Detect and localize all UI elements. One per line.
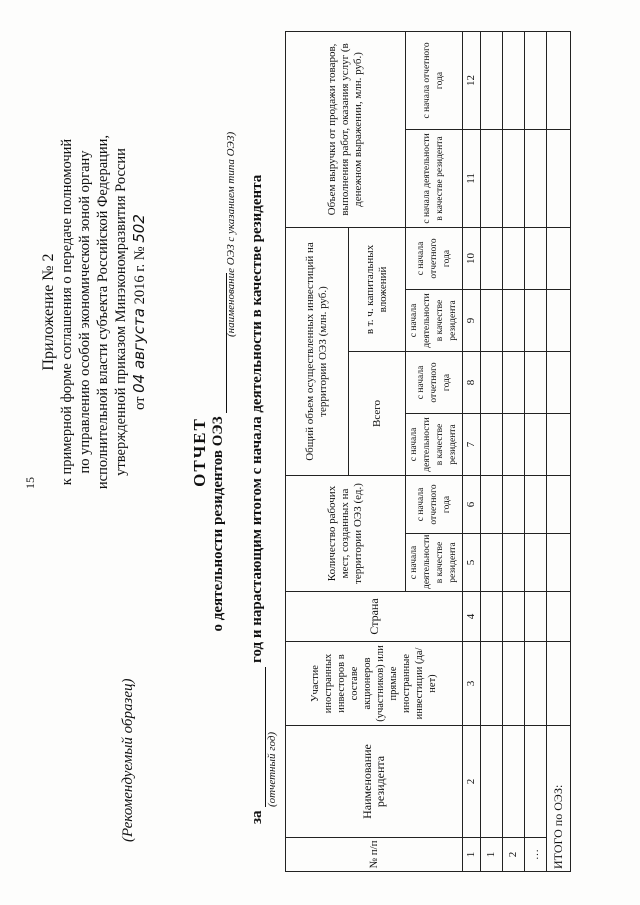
appendix-line-3: по управлению особой экономической зоной органу <box>77 150 93 474</box>
col-header-jobs: Количество рабочих мест, созданных на территории ОЭЗ (ед.) <box>286 475 406 591</box>
report-subtitle: о деятельности резидентов ОЭЗ <box>210 22 227 882</box>
page-number: 15 <box>23 477 37 489</box>
sub-header-8: с начала отчетного года <box>406 351 463 413</box>
sub-header-6: с начала отчетного года <box>406 475 463 533</box>
report-title: ОТЧЕТ <box>190 417 209 487</box>
report-heading <box>190 22 227 882</box>
row-number: … <box>525 838 547 872</box>
report-table <box>285 31 571 872</box>
oez-note: (наименование ОЭЗ с указанием типа ОЭЗ) <box>225 131 237 337</box>
table-row <box>481 31 503 871</box>
col-header-invest: Общий объем осуществленных инвестиций на территории ОЭЗ (млн. руб.) <box>286 227 349 475</box>
appendix-date-line <box>130 32 149 592</box>
col-header-invest-total: Всего <box>349 351 406 475</box>
row-number: 2 <box>503 838 525 872</box>
col-header-name: Наименование резидента <box>286 726 463 838</box>
appendix-line-4: исполнительной власти субъекта Российской Федерации, <box>95 134 111 490</box>
header-row-1 <box>286 31 349 871</box>
col-number: 7 <box>463 413 481 475</box>
col-header-invest-capital: в т. ч. капитальных вложений <box>349 227 406 351</box>
col-header-num: № п/п <box>286 838 463 872</box>
period-blank-line <box>251 667 266 807</box>
col-header-revenue: Объем выручки от продажи товаров, выполнения работ, оказания услуг (в денежном выражении, млн. руб.) <box>286 31 406 227</box>
col-number: 4 <box>463 592 481 642</box>
appendix-line-5: утвержденной приказом Минэкономразвития России <box>113 148 129 476</box>
appendix-block <box>40 32 149 592</box>
period-note: (отчетный год) <box>266 731 278 807</box>
recommended-sample-label: (Рекомендуемый образец) <box>120 678 136 842</box>
sub-header-10: с начала отчетного года <box>406 227 463 289</box>
col-number: 8 <box>463 351 481 413</box>
appendix-line-1: Приложение № 2 <box>40 253 57 371</box>
table-row <box>503 31 525 871</box>
col-number: 10 <box>463 227 481 289</box>
total-label: ИТОГО по ОЭЗ: <box>547 726 571 872</box>
col-header-country: Страна <box>286 592 463 642</box>
date-prefix: от <box>132 396 148 410</box>
col-number: 9 <box>463 289 481 351</box>
handwritten-number: 502 <box>130 214 148 243</box>
row-number: 1 <box>481 838 503 872</box>
table-row <box>525 31 547 871</box>
sub-header-7: с начала деятельности в качестве резидента <box>406 413 463 475</box>
column-number-row <box>463 31 481 871</box>
col-number: 6 <box>463 475 481 533</box>
sub-header-5: с начала деятельности в качестве резидента <box>406 534 463 592</box>
sub-header-12: с начала отчетного года <box>406 31 463 129</box>
col-number: 3 <box>463 642 481 726</box>
col-header-foreign: Участие иностранных инвесторов в составе акционеров (участников) или прямые иностранные инвестиции (да/нет) <box>286 642 463 726</box>
col-number: 12 <box>463 31 481 129</box>
col-number: 5 <box>463 534 481 592</box>
period-line: за год и нарастающим итогом с начала деятельности в качестве резидента <box>249 174 265 824</box>
sub-header-11: с начала деятельности в качестве резидента <box>406 129 463 227</box>
total-row <box>547 31 571 871</box>
col-number: 1 <box>463 838 481 872</box>
sub-header-9: с начала деятельности в качестве резидента <box>406 289 463 351</box>
col-number: 2 <box>463 726 481 838</box>
date-year: 2016 г. № <box>132 246 148 305</box>
handwritten-date: 04 августа <box>130 308 148 393</box>
col-number: 11 <box>463 129 481 227</box>
appendix-line-2: к примерной форме соглашения о передаче полномочий <box>59 138 75 486</box>
rotated-content <box>20 22 620 882</box>
